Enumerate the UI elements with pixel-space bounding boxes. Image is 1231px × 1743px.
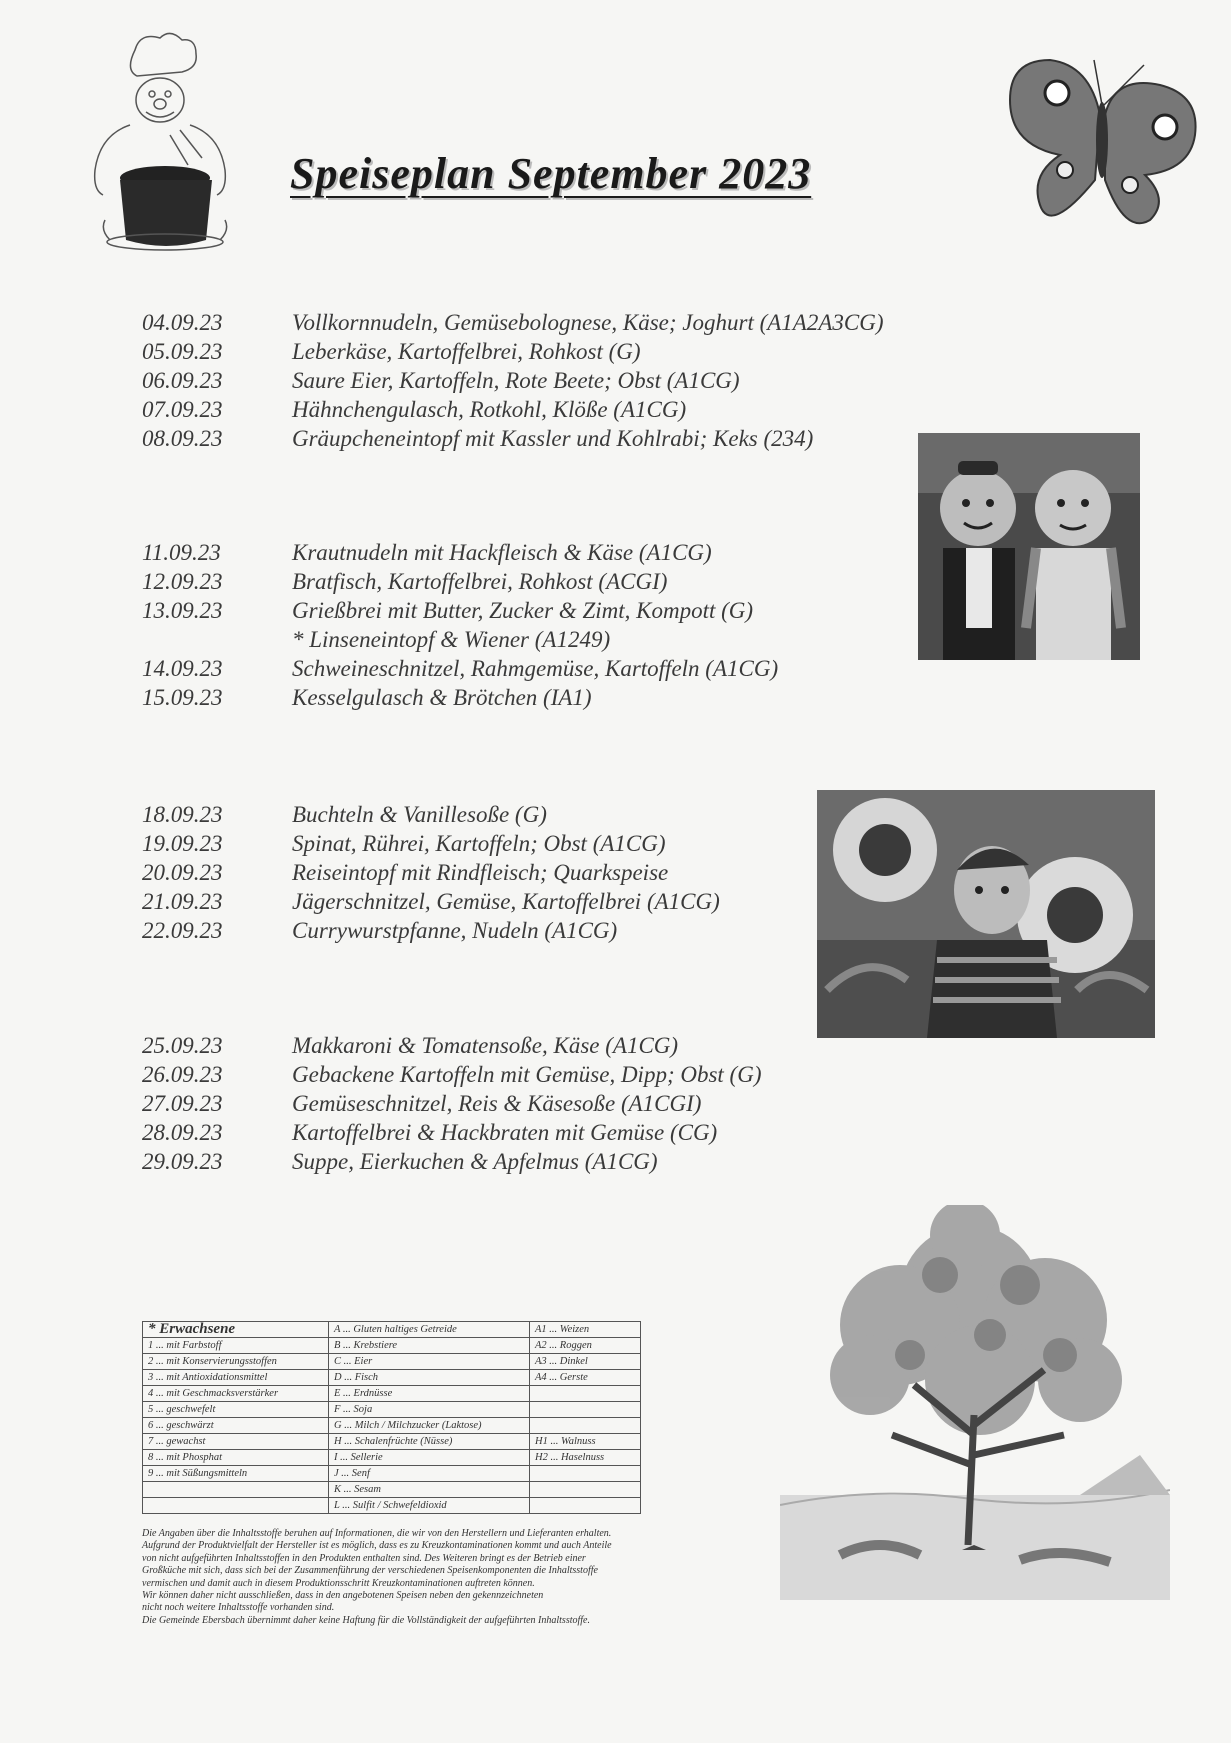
legend-cell: 6 ... geschwärzt bbox=[143, 1418, 329, 1434]
disclaimer-line: Großküche mit sich, dass sich bei der Zusammenführung der verschiedenen Speisenkomponenten die Inhaltsstoffe bbox=[142, 1565, 598, 1577]
disclaimer-line: Die Gemeinde Ebersbach übernimmt daher keine Haftung für die Vollständigkeit der aufgeführten Inhaltsstoffe. bbox=[142, 1614, 590, 1626]
menu-meal: Saure Eier, Kartoffeln, Rote Beete; Obst (A1CG) bbox=[292, 368, 740, 393]
table-row bbox=[143, 1466, 641, 1482]
legend-cell bbox=[530, 1498, 641, 1514]
menu-date: 20.09.23 bbox=[142, 860, 223, 885]
legend-cell: G ... Milch / Milchzucker (Laktose) bbox=[329, 1418, 530, 1434]
legend-cell: C ... Eier bbox=[329, 1354, 530, 1370]
allergen-legend-table bbox=[142, 1321, 641, 1514]
disclaimer-line: vermischen und damit auch in diesem Produktionsschritt Kreuzkontaminationen auftreten können. bbox=[142, 1577, 535, 1589]
legend-cell: 8 ... mit Phosphat bbox=[143, 1450, 329, 1466]
chef-illustration bbox=[80, 30, 250, 260]
legend-cell bbox=[530, 1402, 641, 1418]
legend-cell: E ... Erdnüsse bbox=[329, 1386, 530, 1402]
table-row bbox=[143, 1402, 641, 1418]
menu-date: 22.09.23 bbox=[142, 918, 223, 943]
allergen-disclaimer bbox=[142, 1528, 742, 1627]
menu-row bbox=[142, 1147, 761, 1176]
disclaimer-line: Wir können daher nicht ausschließen, dass in den angebotenen Speisen neben den gekennzeichneten bbox=[142, 1590, 544, 1602]
menu-row bbox=[142, 858, 720, 887]
menu-row bbox=[142, 683, 778, 712]
legend-cell: A2 ... Roggen bbox=[530, 1338, 641, 1354]
menu-meal: Makkaroni & Tomatensoße, Käse (A1CG) bbox=[292, 1033, 679, 1058]
legend-cell: A4 ... Gerste bbox=[530, 1370, 641, 1386]
menu-row bbox=[142, 395, 884, 424]
legend-cell: 9 ... mit Süßungsmitteln bbox=[143, 1466, 329, 1482]
legend-cell: H2 ... Haselnuss bbox=[530, 1450, 641, 1466]
menu-row bbox=[142, 800, 720, 829]
menu-date: 28.09.23 bbox=[142, 1120, 223, 1145]
menu-row bbox=[142, 366, 884, 395]
menu-meal: Gräupcheneintopf mit Kassler und Kohlrabi; Keks (234) bbox=[292, 426, 814, 451]
menu-row bbox=[142, 567, 778, 596]
menu-meal: Jägerschnitzel, Gemüse, Kartoffelbrei (A1CG) bbox=[292, 889, 720, 914]
legend-cell: 5 ... geschwefelt bbox=[143, 1402, 329, 1418]
menu-row bbox=[142, 1089, 761, 1118]
menu-row bbox=[142, 829, 720, 858]
legend-cell: A3 ... Dinkel bbox=[530, 1354, 641, 1370]
menu-row bbox=[142, 337, 884, 366]
menu-date: 07.09.23 bbox=[142, 397, 223, 422]
legend-cell bbox=[530, 1482, 641, 1498]
menu-date: 18.09.23 bbox=[142, 802, 223, 827]
disclaimer-line: nicht noch weitere Inhaltsstoffe vorhanden sind. bbox=[142, 1602, 335, 1614]
legend-cell: K ... Sesam bbox=[329, 1482, 530, 1498]
sunflower-photo bbox=[817, 790, 1155, 1038]
menu-meal: Schweineschnitzel, Rahmgemüse, Kartoffeln (A1CG) bbox=[292, 656, 779, 681]
menu-row bbox=[142, 916, 720, 945]
table-row bbox=[143, 1370, 641, 1386]
table-row bbox=[143, 1354, 641, 1370]
menu-date: 25.09.23 bbox=[142, 1033, 223, 1058]
table-row bbox=[143, 1434, 641, 1450]
menu-meal: Reiseintopf mit Rindfleisch; Quarkspeise bbox=[292, 860, 669, 885]
butterfly-illustration bbox=[1005, 55, 1200, 235]
legend-cell: I ... Sellerie bbox=[329, 1450, 530, 1466]
menu-row bbox=[142, 1031, 761, 1060]
legend-cell bbox=[143, 1482, 329, 1498]
legend-cell bbox=[530, 1466, 641, 1482]
menu-date: 12.09.23 bbox=[142, 569, 223, 594]
table-row bbox=[143, 1450, 641, 1466]
week-4 bbox=[142, 1031, 761, 1176]
disclaimer-line: von nicht aufgeführten Inhaltsstoffen in den Produkten enthalten sind. Des Weiteren bringt es der Betrieb einer bbox=[142, 1552, 586, 1564]
legend-cell bbox=[530, 1386, 641, 1402]
menu-meal: Spinat, Rührei, Kartoffeln; Obst (A1CG) bbox=[292, 831, 666, 856]
legend-cell: 1 ... mit Farbstoff bbox=[143, 1338, 329, 1354]
menu-meal: Gemüseschnitzel, Reis & Käsesoße (A1CGI) bbox=[292, 1091, 702, 1116]
menu-date: 15.09.23 bbox=[142, 685, 223, 710]
tree-illustration bbox=[780, 1205, 1170, 1600]
week-1 bbox=[142, 308, 884, 453]
menu-meal: Leberkäse, Kartoffelbrei, Rohkost (G) bbox=[292, 339, 641, 364]
menu-row bbox=[142, 424, 884, 453]
legend-cell: A1 ... Weizen bbox=[530, 1322, 641, 1338]
menu-meal: Buchteln & Vanillesoße (G) bbox=[292, 802, 547, 827]
menu-meal: Krautnudeln mit Hackfleisch & Käse (A1CG) bbox=[292, 540, 712, 565]
legend-cell: D ... Fisch bbox=[329, 1370, 530, 1386]
legend-cell bbox=[143, 1498, 329, 1514]
legend-cell: 2 ... mit Konservierungsstoffen bbox=[143, 1354, 329, 1370]
menu-date: 05.09.23 bbox=[142, 339, 223, 364]
menu-row bbox=[142, 1060, 761, 1089]
legend-cell: 4 ... mit Geschmacksverstärker bbox=[143, 1386, 329, 1402]
menu-meal: Kartoffelbrei & Hackbraten mit Gemüse (CG) bbox=[292, 1120, 718, 1145]
table-row bbox=[143, 1338, 641, 1354]
menu-meal: Gebackene Kartoffeln mit Gemüse, Dipp; Obst (G) bbox=[292, 1062, 762, 1087]
table-row bbox=[143, 1322, 641, 1338]
menu-meal: * Linseneintopf & Wiener (A1249) bbox=[292, 627, 611, 652]
figures-photo bbox=[918, 433, 1140, 660]
legend-cell: * Erwachsene bbox=[143, 1322, 329, 1338]
menu-row bbox=[142, 625, 778, 654]
menu-date: 14.09.23 bbox=[142, 656, 223, 681]
menu-date: 11.09.23 bbox=[142, 540, 221, 565]
menu-row bbox=[142, 596, 778, 625]
menu-meal: Kesselgulasch & Brötchen (IA1) bbox=[292, 685, 592, 710]
menu-meal: Vollkornnudeln, Gemüsebolognese, Käse; Joghurt (A1A2A3CG) bbox=[292, 310, 884, 335]
menu-row bbox=[142, 538, 778, 567]
table-row bbox=[143, 1482, 641, 1498]
legend-cell: H1 ... Walnuss bbox=[530, 1434, 641, 1450]
menu-row bbox=[142, 887, 720, 916]
menu-date: 08.09.23 bbox=[142, 426, 223, 451]
menu-date bbox=[142, 625, 292, 654]
legend-cell: 3 ... mit Antioxidationsmittel bbox=[143, 1370, 329, 1386]
menu-date: 27.09.23 bbox=[142, 1091, 223, 1116]
legend-cell: J ... Senf bbox=[329, 1466, 530, 1482]
menu-row bbox=[142, 1118, 761, 1147]
menu-meal: Grießbrei mit Butter, Zucker & Zimt, Kompott (G) bbox=[292, 598, 754, 623]
disclaimer-line: Die Angaben über die Inhaltsstoffe beruhen auf Informationen, die wir von den Herstellern und Lieferanten erhalten. bbox=[142, 1528, 612, 1539]
menu-date: 13.09.23 bbox=[142, 598, 223, 623]
menu-meal: Suppe, Eierkuchen & Apfelmus (A1CG) bbox=[292, 1149, 658, 1174]
menu-date: 21.09.23 bbox=[142, 889, 223, 914]
week-2 bbox=[142, 538, 778, 712]
menu-row bbox=[142, 308, 884, 337]
legend-cell: F ... Soja bbox=[329, 1402, 530, 1418]
menu-meal: Hähnchengulasch, Rotkohl, Klöße (A1CG) bbox=[292, 397, 687, 422]
menu-date: 29.09.23 bbox=[142, 1149, 223, 1174]
legend-cell: L ... Sulfit / Schwefeldioxid bbox=[329, 1498, 530, 1514]
menu-date: 04.09.23 bbox=[142, 310, 223, 335]
menu-row bbox=[142, 654, 778, 683]
legend-cell: H ... Schalenfrüchte (Nüsse) bbox=[329, 1434, 530, 1450]
legend-cell: 7 ... gewachst bbox=[143, 1434, 329, 1450]
menu-meal: Bratfisch, Kartoffelbrei, Rohkost (ACGI) bbox=[292, 569, 668, 594]
table-row bbox=[143, 1498, 641, 1514]
legend-cell: A ... Gluten haltiges Getreide bbox=[329, 1322, 530, 1338]
menu-meal: Currywurstpfanne, Nudeln (A1CG) bbox=[292, 918, 618, 943]
menu-date: 06.09.23 bbox=[142, 368, 223, 393]
legend-cell: B ... Krebstiere bbox=[329, 1338, 530, 1354]
disclaimer-line: Aufgrund der Produktvielfalt der Hersteller ist es möglich, dass es zu Kreuzkontaminationen kommt und auch Anteile bbox=[142, 1540, 612, 1552]
page-title: Speiseplan September 2023 bbox=[290, 149, 812, 198]
table-row bbox=[143, 1386, 641, 1402]
table-row bbox=[143, 1418, 641, 1434]
menu-date: 19.09.23 bbox=[142, 831, 223, 856]
week-3 bbox=[142, 800, 720, 945]
legend-cell bbox=[530, 1418, 641, 1434]
menu-date: 26.09.23 bbox=[142, 1062, 223, 1087]
